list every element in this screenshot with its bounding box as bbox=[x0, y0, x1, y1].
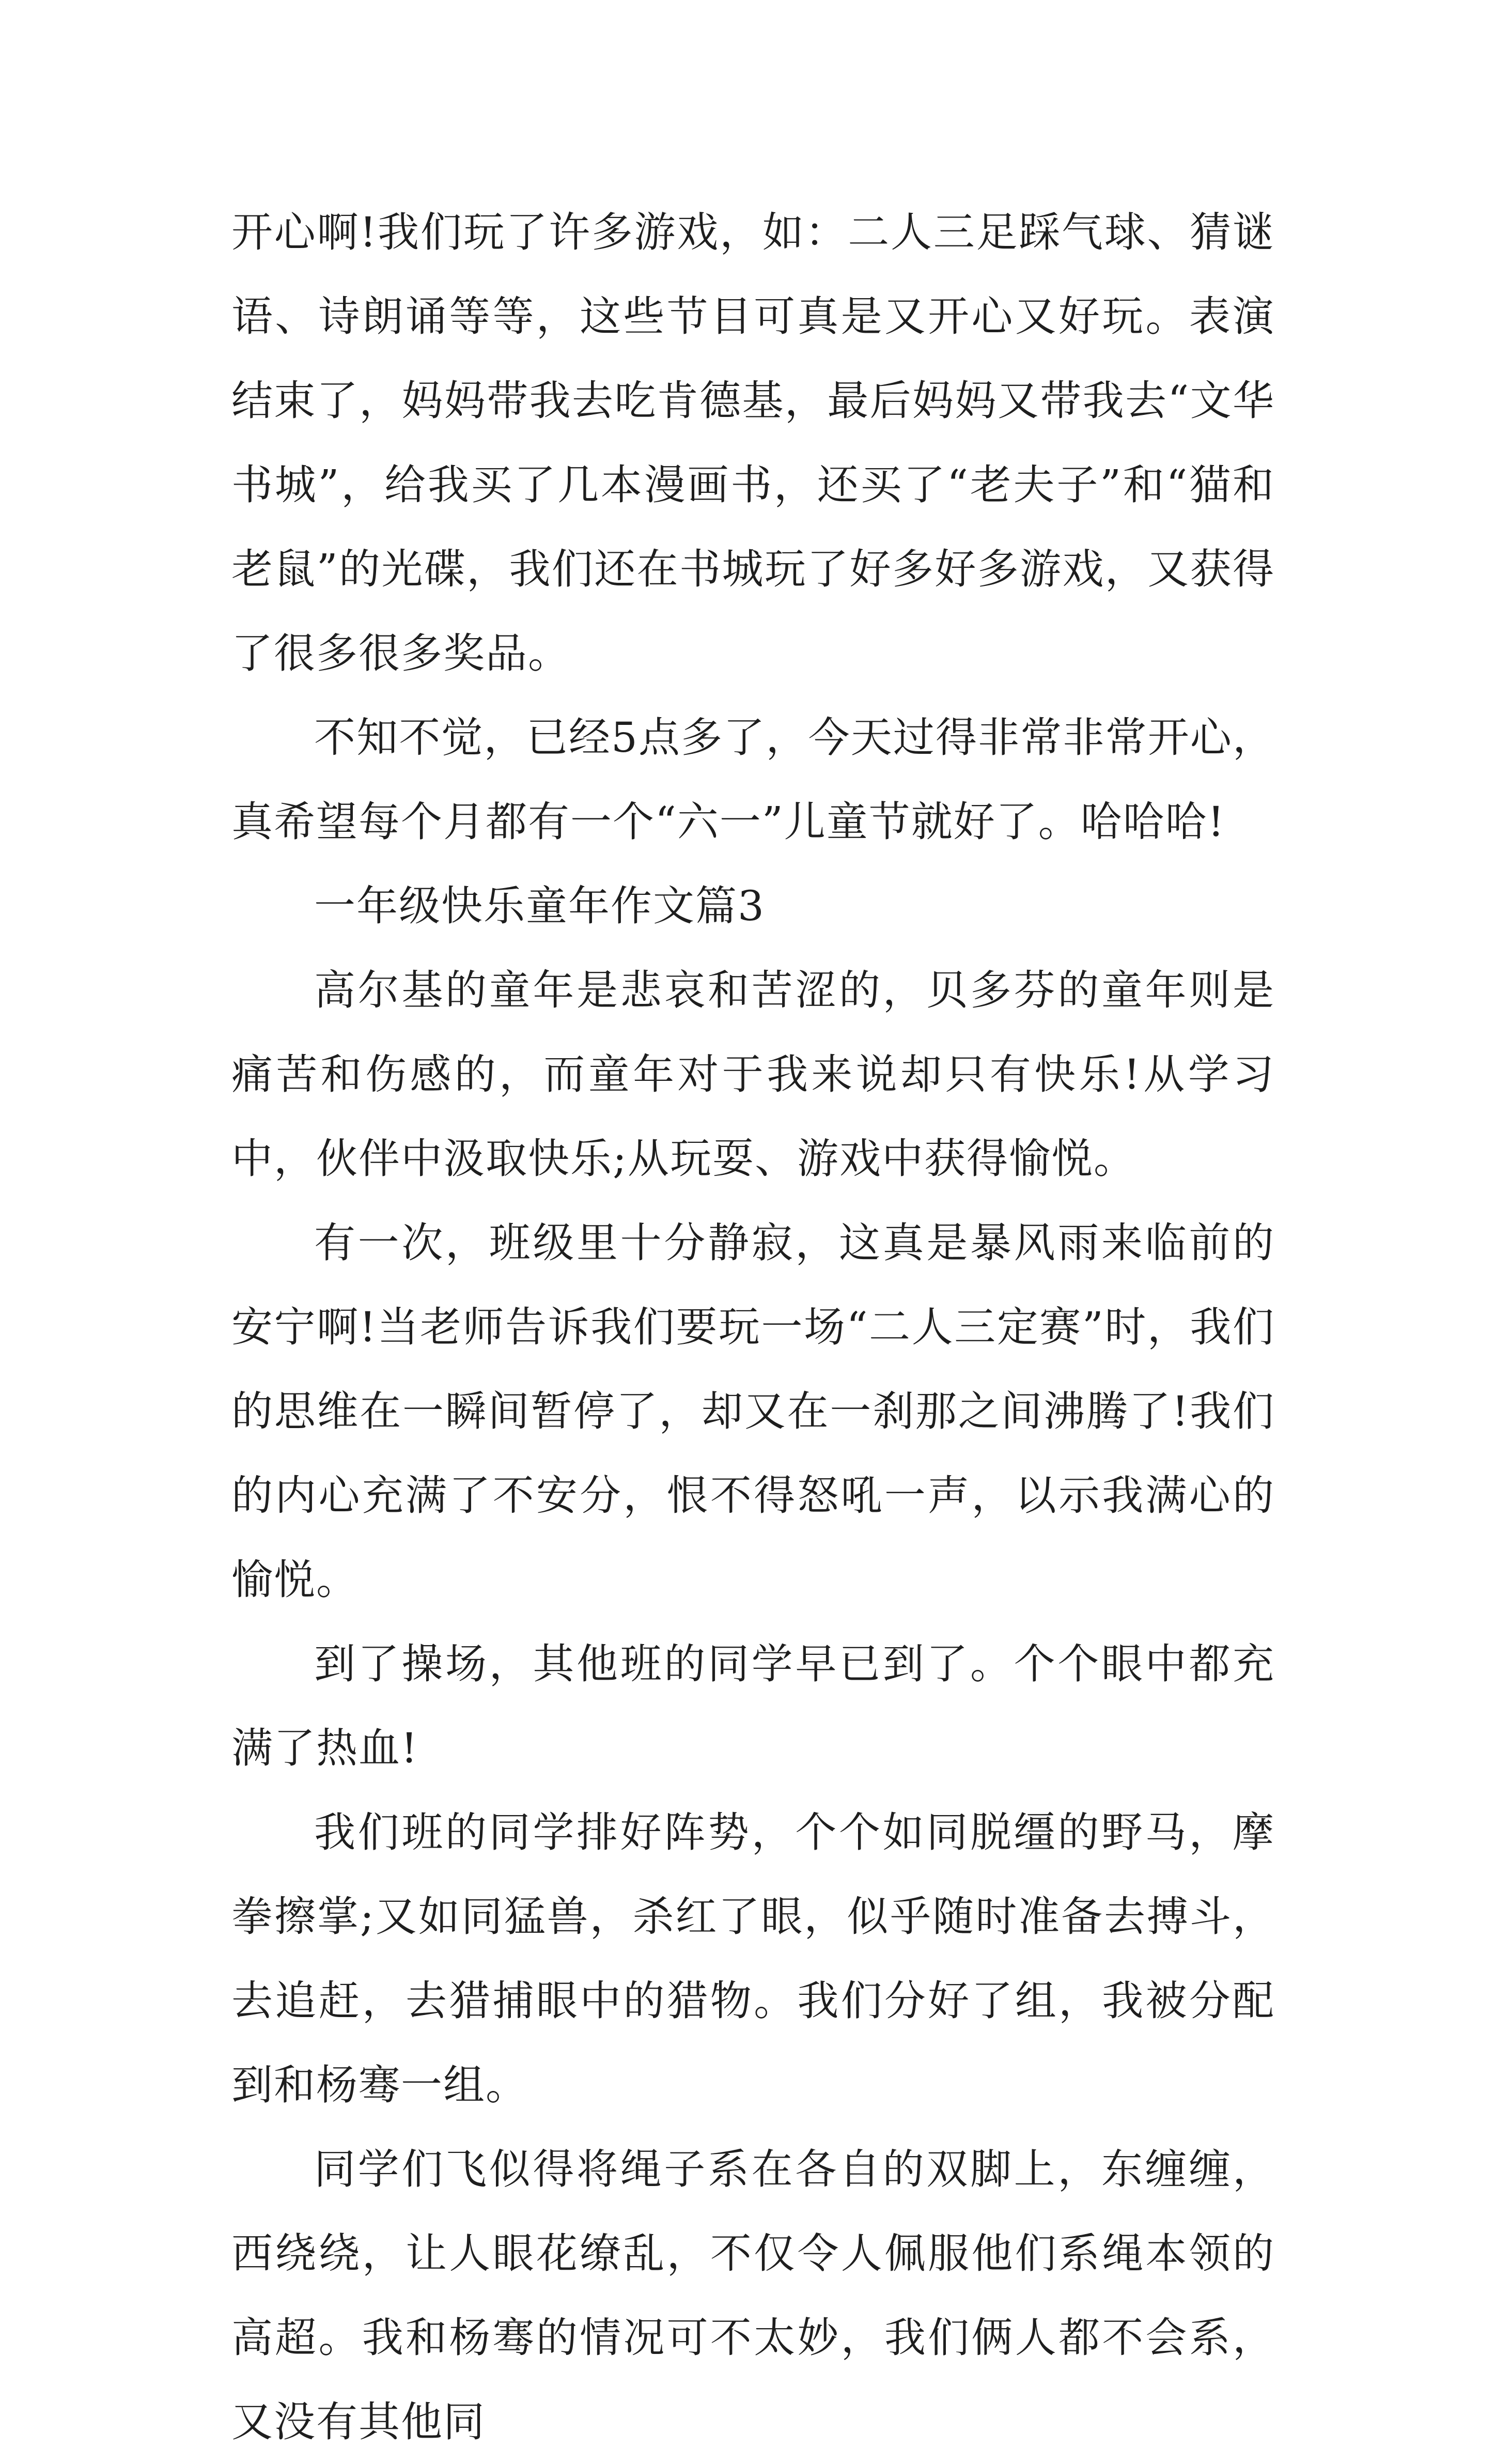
document-body bbox=[231, 190, 1275, 2464]
paragraph: 同学们飞似得将绳子系在各自的双脚上，东缠缠，西绕绕，让人眼花缭乱，不仅令人佩服他们系绳本领的高超。我和杨骞的情况可不太妙，我们俩人都不会系，又没有其他同 bbox=[231, 2145, 1275, 2446]
section-heading: 一年级快乐童年作文篇3 bbox=[314, 882, 765, 930]
paragraph-continued: 开心啊!我们玩了许多游戏，如：二人三足踩气球、猜谜语、诗朗诵等等，这些节目可真是又开心又好玩。表演结束了，妈妈带我去吃肯德基，最后妈妈又带我去“文华书城”，给我买了几本漫画书，还买了“老夫子”和“猫和老鼠”的光碟，我们还在书城玩了好多好多游戏，又获得了很多很多奖品。 bbox=[231, 208, 1275, 677]
paragraph: 到了操场，其他班的同学早已到了。个个眼中都充满了热血! bbox=[231, 1640, 1275, 1772]
paragraph: 高尔基的童年是悲哀和苦涩的，贝多芬的童年则是痛苦和伤感的，而童年对于我来说却只有快乐!从学习中，伙伴中汲取快乐;从玩耍、游戏中获得愉悦。 bbox=[231, 966, 1275, 1183]
paragraph: 有一次，班级里十分静寂，这真是暴风雨来临前的安宁啊!当老师告诉我们要玩一场“二人三定赛”时，我们的思维在一瞬间暂停了，却又在一刹那之间沸腾了!我们的内心充满了不安分，恨不得怒吼一声，以示我满心的愉悦。 bbox=[231, 1219, 1275, 1604]
paragraph: 不知不觉，已经5点多了，今天过得非常非常开心，真希望每个月都有一个“六一”儿童节就好了。哈哈哈! bbox=[231, 714, 1275, 846]
paragraph: 我们班的同学排好阵势，个个如同脱缰的野马，摩拳擦掌;又如同猛兽，杀红了眼，似乎随时准备去搏斗，去追赶，去猎捕眼中的猎物。我们分好了组，我被分配到和杨骞一组。 bbox=[231, 1808, 1275, 2109]
